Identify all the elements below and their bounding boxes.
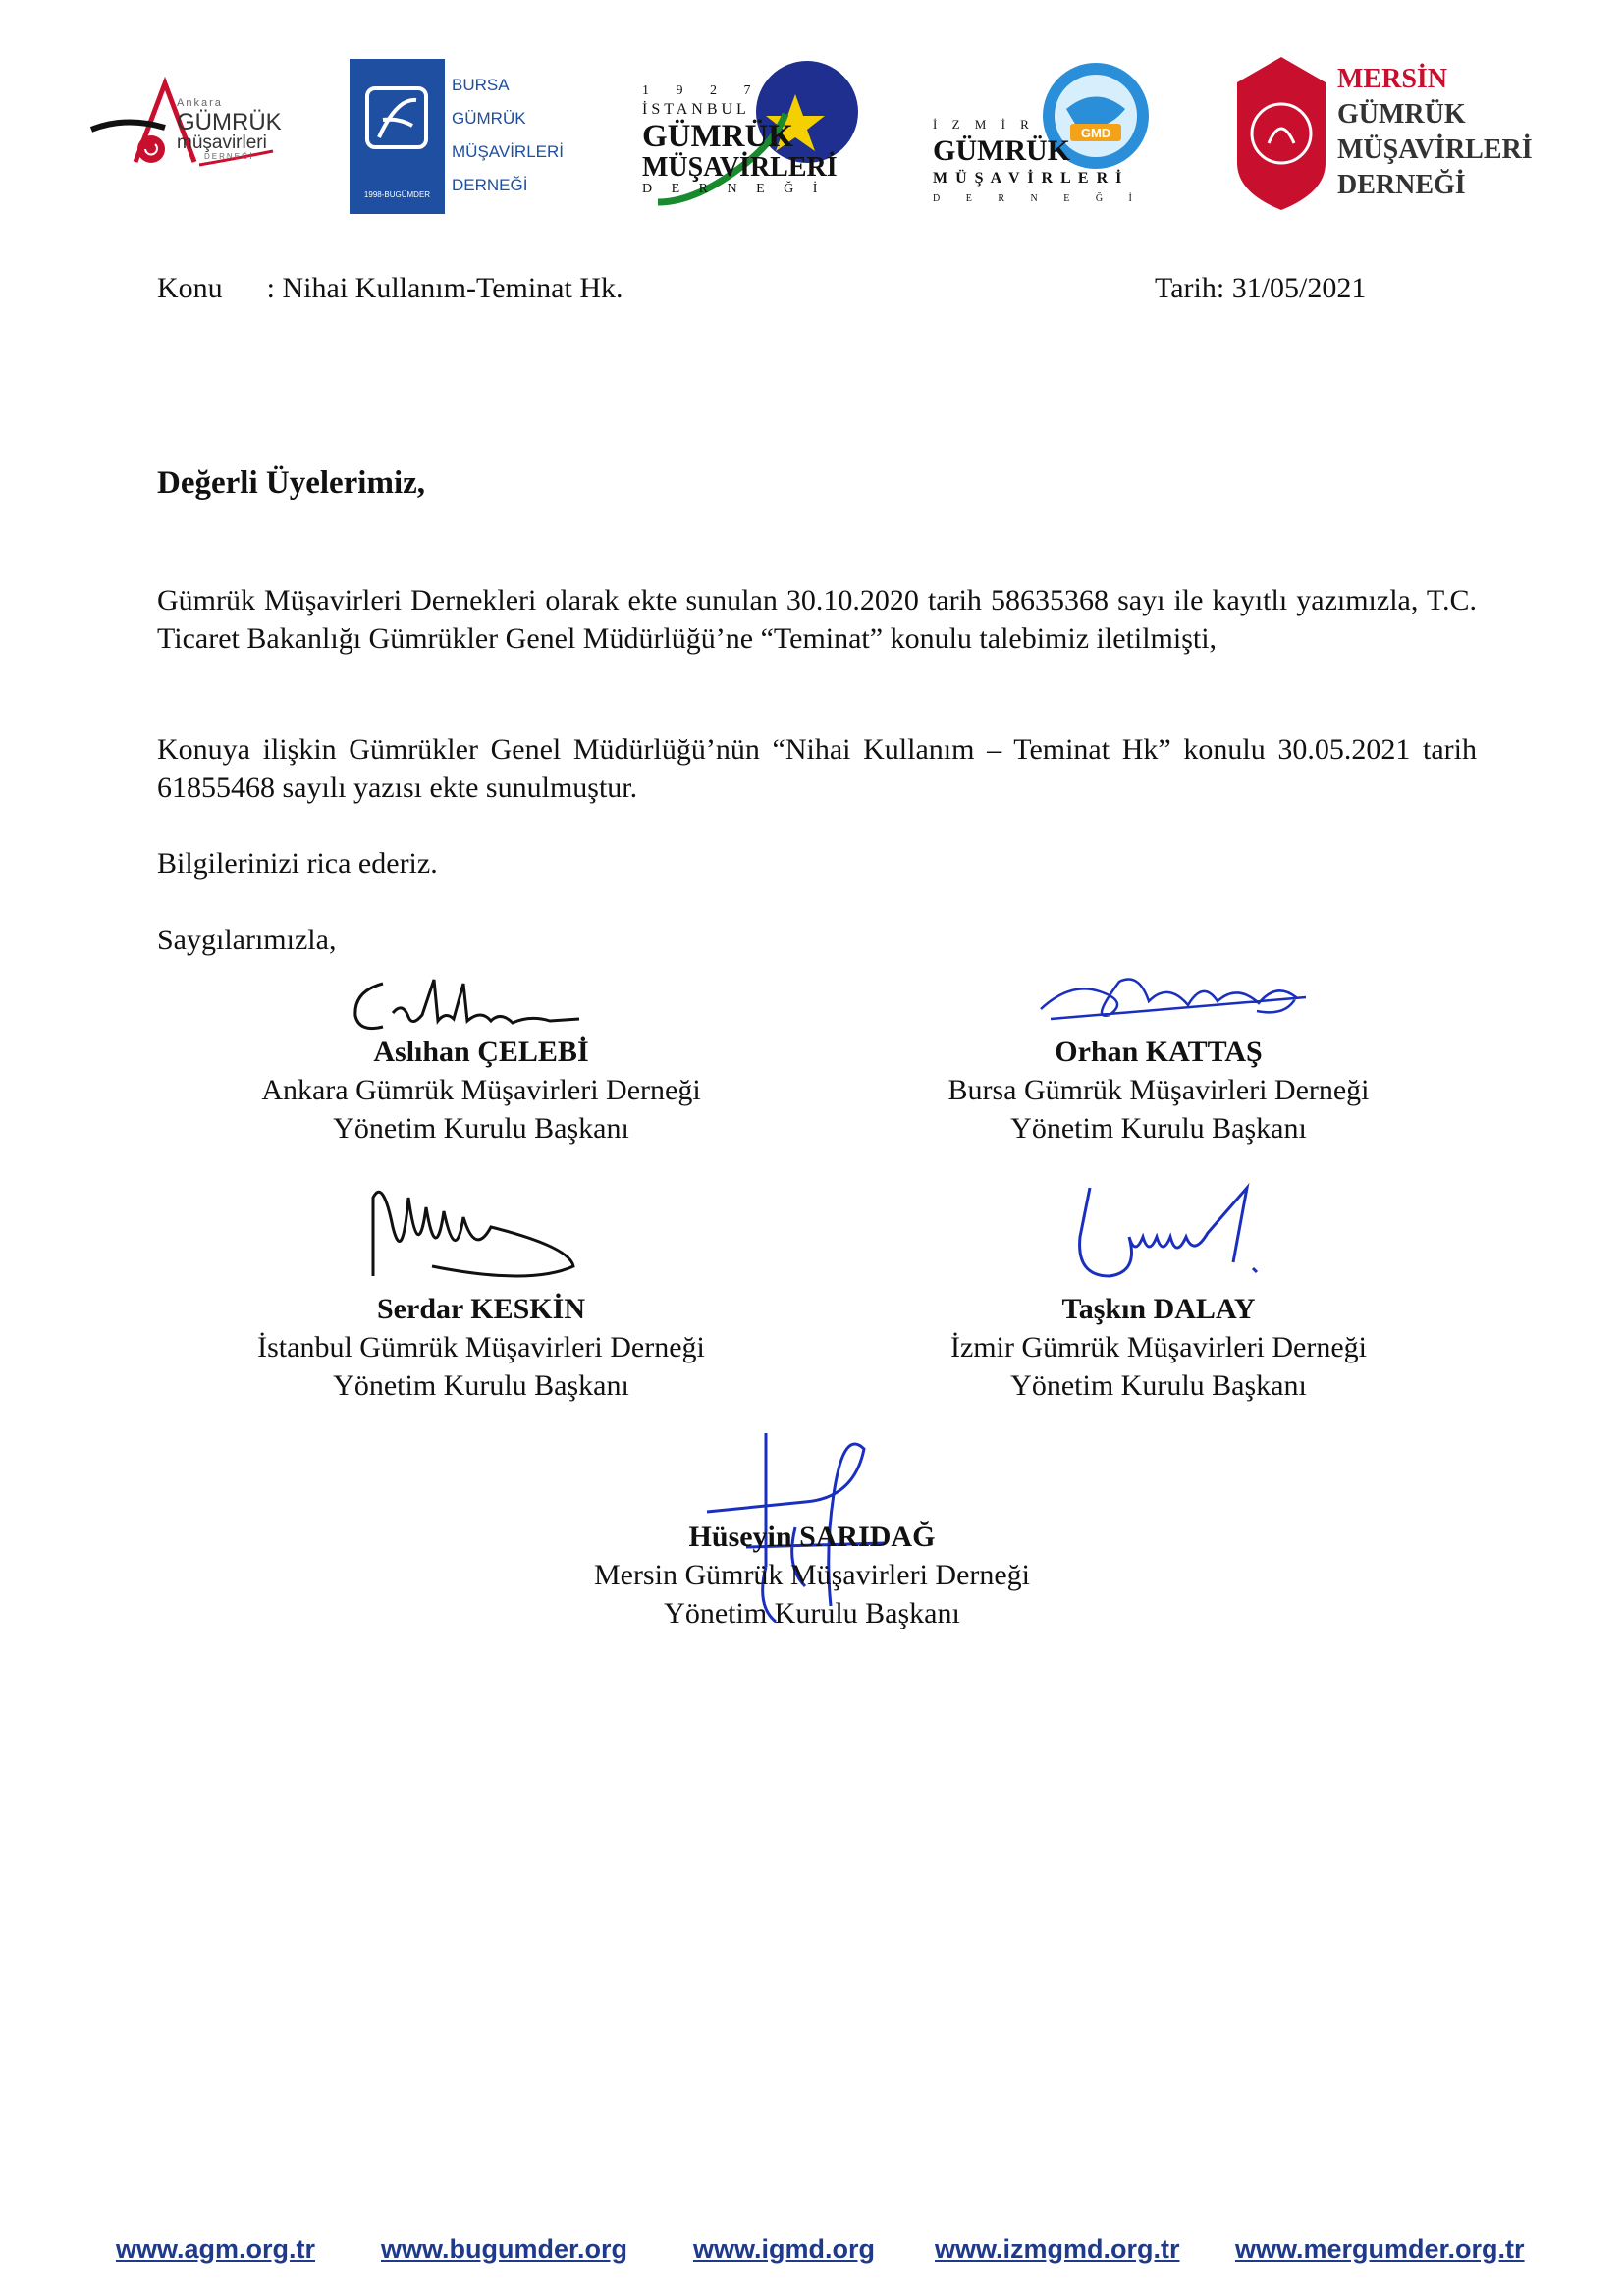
signatory-3-org: İstanbul Gümrük Müşavirleri Derneği: [257, 1331, 705, 1363]
logo-mersin: [1227, 55, 1533, 222]
salutation: Değerli Üyelerimiz,: [157, 465, 426, 501]
signatory-4: [815, 1290, 1502, 1405]
footer-link-bugumder[interactable]: www.bugumder.org: [381, 2234, 628, 2264]
bursa-logo-line2: GÜMRÜK: [452, 109, 526, 128]
izmir-logo-line2: M Ü Ş A V İ R L E R İ: [933, 170, 1124, 187]
paragraph-2: Konuya ilişkin Gümrükler Genel Müdürlüğü’nün “Nihai Kullanım – Teminat Hk” konulu 30.05.2021 tarih 61855468 sayılı yazısı ekte sunulmuştur.: [157, 733, 1477, 804]
ankara-logo-top: Ankara: [177, 97, 223, 109]
signatory-5: [468, 1518, 1156, 1632]
signatory-4-title: Yönetim Kurulu Başkanı: [1010, 1369, 1307, 1402]
ankara-logo-sub: müşavirleri: [177, 133, 267, 153]
ankara-logo-main: GÜMRÜK: [177, 109, 282, 135]
bursa-emblem-icon: [350, 59, 445, 214]
istanbul-logo-line3: D E R N E Ğ İ: [642, 182, 826, 196]
signature-keskin-icon: [353, 1168, 589, 1286]
signatory-3-name: Serdar KESKİN: [377, 1293, 585, 1325]
bursa-logo-line4: DERNEĞİ: [452, 176, 528, 194]
mersin-logo-line2: GÜMRÜK: [1337, 99, 1466, 130]
signatory-1: [137, 1033, 825, 1148]
istanbul-logo-year: 1 9 2 7: [642, 83, 763, 98]
bursa-logo-line3: MÜŞAVİRLERİ: [452, 142, 564, 161]
signatory-5-name: Hüseyin SARIDAĞ: [688, 1521, 936, 1553]
subject-label: Konu: [157, 272, 223, 304]
paragraph-regards: Saygılarımızla,: [157, 924, 337, 956]
signature-celebi-icon: [344, 972, 619, 1041]
paragraph-closing: Bilgilerinizi rica ederiz.: [157, 847, 438, 880]
izmir-logo-line3: D E R N E Ğ İ: [933, 193, 1144, 204]
signatory-3: [137, 1290, 825, 1405]
footer-links: [0, 2234, 1624, 2273]
signatory-1-org: Ankara Gümrük Müşavirleri Derneği: [261, 1074, 701, 1106]
izmir-logo-line1: GÜMRÜK: [933, 134, 1070, 167]
subject-text: : Nihai Kullanım-Teminat Hk.: [266, 272, 623, 304]
signature-dalay-icon: [1060, 1178, 1276, 1296]
istanbul-logo-line1: GÜMRÜK: [642, 119, 793, 154]
footer-link-agm[interactable]: www.agm.org.tr: [116, 2234, 316, 2264]
signatory-4-org: İzmir Gümrük Müşavirleri Derneği: [949, 1331, 1368, 1363]
izmir-logo-badge: GMD: [1080, 126, 1111, 140]
mersin-logo-line4: DERNEĞİ: [1337, 170, 1466, 200]
signatory-1-title: Yönetim Kurulu Başkanı: [333, 1112, 629, 1145]
footer-link-igmd[interactable]: www.igmd.org: [693, 2234, 875, 2264]
signatory-1-name: Aslıhan ÇELEBİ: [373, 1036, 589, 1068]
izmir-logo-city: İ Z M İ R: [933, 117, 1035, 132]
signatory-2: [815, 1033, 1502, 1148]
signatory-2-title: Yönetim Kurulu Başkanı: [1010, 1112, 1307, 1145]
document-date: Tarih: 31/05/2021: [1155, 272, 1367, 304]
subject-line: [157, 269, 623, 307]
signatory-5-org: Mersin Gümrük Müşavirleri Derneği: [593, 1559, 1031, 1591]
mersin-emblem-icon: [1227, 55, 1335, 212]
logo-ankara: [86, 69, 283, 177]
signatory-2-name: Orhan KATTAŞ: [1055, 1036, 1263, 1068]
bursa-logo-line1: BURSA: [452, 76, 510, 94]
mersin-logo-line3: MÜŞAVİRLERİ: [1337, 134, 1533, 165]
signatory-5-title: Yönetim Kurulu Başkanı: [664, 1597, 960, 1629]
paragraph-1: Gümrük Müşavirleri Dernekleri olarak ekte sunulan 30.10.2020 tarih 58635368 sayı ile kayıtlı yazımızla, T.C. Ticaret Bakanlığı Gümrükler Genel Müdürlüğü’ne “Teminat” konulu talebimiz iletilmişti,: [157, 584, 1477, 655]
footer-link-izmgmd[interactable]: www.izmgmd.org.tr: [935, 2234, 1180, 2264]
logo-bursa: [350, 59, 564, 216]
ankara-logo-small: DERNEĞİ: [204, 152, 254, 161]
signature-kattas-icon: [1031, 962, 1326, 1031]
bursa-logo-caption: 1998-BUGÜMDER: [363, 190, 431, 199]
signatory-4-name: Taşkın DALAY: [1061, 1293, 1256, 1325]
logo-istanbul: [638, 55, 864, 212]
istanbul-logo-city: İSTANBUL: [642, 101, 750, 118]
mersin-logo-line1: MERSİN: [1337, 64, 1448, 94]
signatory-2-org: Bursa Gümrük Müşavirleri Derneği: [947, 1074, 1370, 1106]
footer-link-mergumder[interactable]: www.mergumder.org.tr: [1235, 2234, 1525, 2264]
signatory-3-title: Yönetim Kurulu Başkanı: [333, 1369, 629, 1402]
logo-izmir: [929, 55, 1155, 222]
istanbul-logo-line2: MÜŞAVİRLERİ: [642, 152, 838, 183]
